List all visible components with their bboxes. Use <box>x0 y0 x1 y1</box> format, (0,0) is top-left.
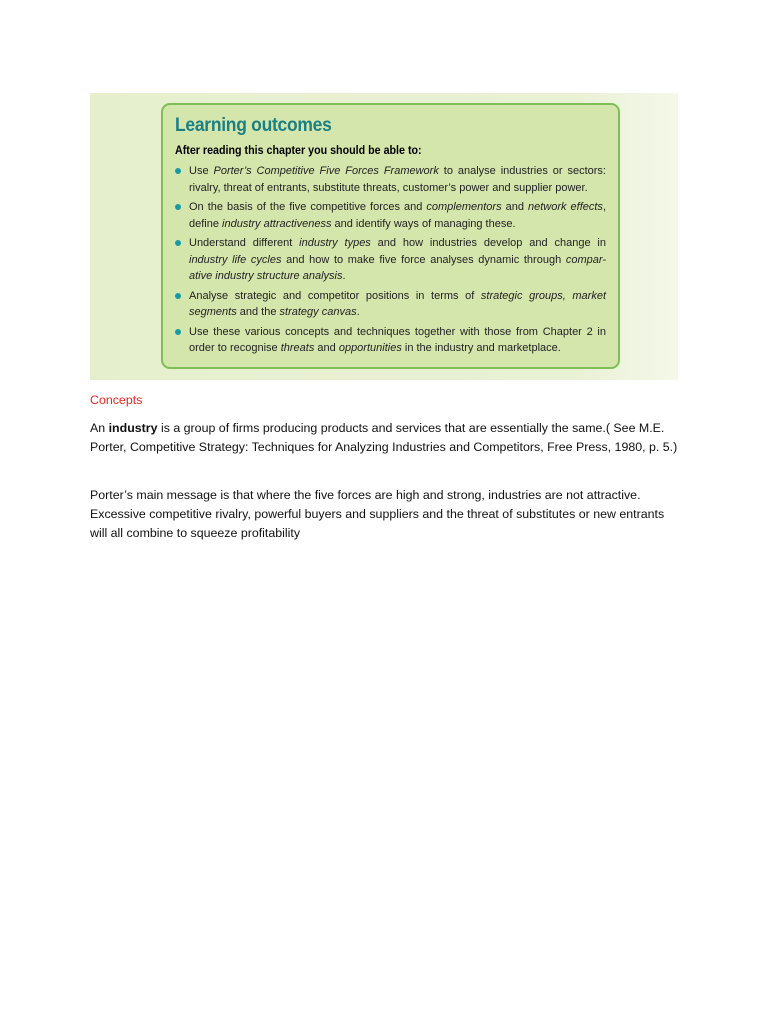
learning-outcomes-list <box>175 163 606 357</box>
outcome-text: Analyse strategic and competitor positions in terms of <box>189 289 481 302</box>
outcome-text: and how to make five force analyses dynamic through <box>281 253 566 266</box>
outcome-text: On the basis of the five competitive forces and <box>189 201 427 213</box>
outcome-text: Understand different <box>189 237 300 249</box>
outcome-italic-text: Porter’s Competitive Five Forces Framework <box>213 165 439 177</box>
para1-rest: is a group of firms producing products and services that are essentially the same.( See M.E. Porter, Competitive Strategy: Techniques for Analyzing Industries and Competitors, Free Press, 1980, p. 5.) <box>90 421 678 454</box>
outcome-italic-text: compar-ative industry structure analysis <box>189 253 606 282</box>
porter-message-paragraph: Porter’s main message is that where the five forces are high and strong, industries are not attractive. Excessive competitive rivalry, powerful buyers and suppliers and the threat of substitutes or new entrants will all combine to squeeze profitability <box>90 488 665 540</box>
learning-outcomes-box <box>161 103 620 369</box>
outcome-italic-text: industry life cycles <box>189 253 282 266</box>
outcome-text: , define <box>189 201 606 230</box>
learning-outcomes-title: Learning outcomes <box>175 115 332 136</box>
outcome-italic-text: strategy canvas <box>279 306 357 318</box>
learning-outcomes-intro: After reading this chapter you should be able to: <box>175 145 422 157</box>
outcome-text: . <box>342 270 346 282</box>
outcome-italic-text: network effects <box>527 201 603 213</box>
outcome-text: Use these various concepts and techniques together with those from Chapter 2 in order to recognise <box>189 325 606 354</box>
para1-prefix: An <box>90 421 109 435</box>
outcome-text: and <box>314 342 339 354</box>
outcome-italic-text: industry types <box>299 237 371 249</box>
outcome-italic-text: opportunities <box>338 342 402 354</box>
learning-outcome-item <box>175 199 606 232</box>
learning-outcome-item <box>175 324 606 357</box>
outcome-text: and identify ways of managing these. <box>331 217 516 230</box>
outcome-text: Use <box>189 165 214 177</box>
bullet-icon <box>175 204 181 210</box>
outcome-text: to analyse industries or sectors: rivalry, threat of entrants, substitute threats, customer’s power and supplier power. <box>189 165 606 194</box>
industry-definition-paragraph <box>90 419 680 457</box>
learning-outcome-item <box>175 288 606 321</box>
outcome-italic-text: strategic groups, market segments <box>189 289 606 318</box>
outcome-italic-text: industry attractiveness <box>222 217 332 230</box>
bullet-icon <box>175 240 181 246</box>
outcome-text: and <box>501 201 528 213</box>
outcome-text: in the industry and marketplace. <box>401 342 561 354</box>
bullet-icon <box>175 293 181 299</box>
outcome-text: . <box>356 306 360 318</box>
learning-outcome-item <box>175 163 606 196</box>
outcome-italic-text: complementors <box>426 201 502 213</box>
learning-outcomes-panel <box>90 93 678 380</box>
concepts-heading: Concepts <box>90 393 143 407</box>
outcome-text: and how industries develop and change in <box>370 237 606 249</box>
bullet-icon <box>175 168 181 174</box>
bullet-icon <box>175 329 181 335</box>
industry-term: industry <box>108 421 158 435</box>
outcome-text: and the <box>236 306 280 318</box>
outcome-italic-text: threats <box>280 342 315 354</box>
learning-outcome-item <box>175 235 606 285</box>
